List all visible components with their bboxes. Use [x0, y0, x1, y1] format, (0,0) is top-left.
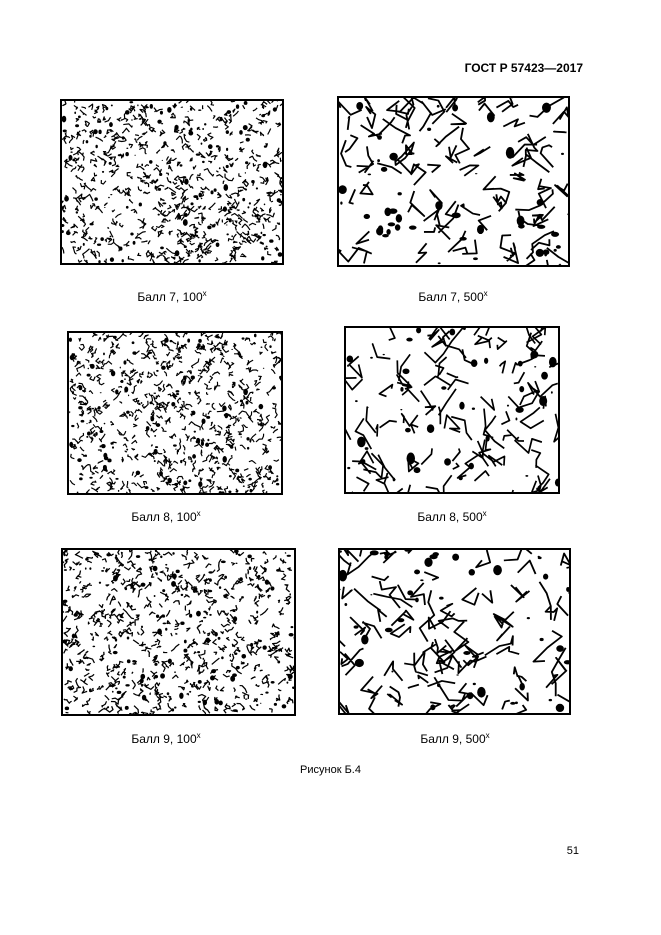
figure-caption: Рисунок Б.4 — [300, 764, 361, 776]
caption-grade8-500x: Балл 8, 500$^x$ — [417, 509, 487, 524]
grain-texture — [340, 550, 569, 713]
page-number: 51 — [566, 845, 579, 857]
micrograph-grade7-100x — [60, 99, 284, 265]
grain-texture — [339, 98, 568, 265]
caption-grade9-500x: Балл 9, 500$^x$ — [420, 731, 490, 746]
micrograph-grade8-500x — [344, 326, 560, 494]
grain-texture — [63, 550, 294, 714]
micrograph-grade9-100x — [61, 548, 296, 716]
caption-grade9-100x: Балл 9, 100$^x$ — [131, 731, 201, 746]
grain-texture — [69, 333, 281, 493]
micrograph-grade7-500x — [337, 96, 570, 267]
caption-grade7-500x: Балл 7, 500$^x$ — [418, 289, 488, 304]
document-header: ГОСТ Р 57423—2017 — [464, 61, 583, 75]
caption-grade8-100x: Балл 8, 100$^x$ — [131, 509, 201, 524]
grain-texture — [62, 101, 282, 263]
micrograph-grade8-100x — [67, 331, 283, 495]
caption-grade7-100x: Балл 7, 100$^x$ — [137, 289, 207, 304]
micrograph-grade9-500x — [338, 548, 571, 715]
grain-texture — [346, 328, 558, 492]
